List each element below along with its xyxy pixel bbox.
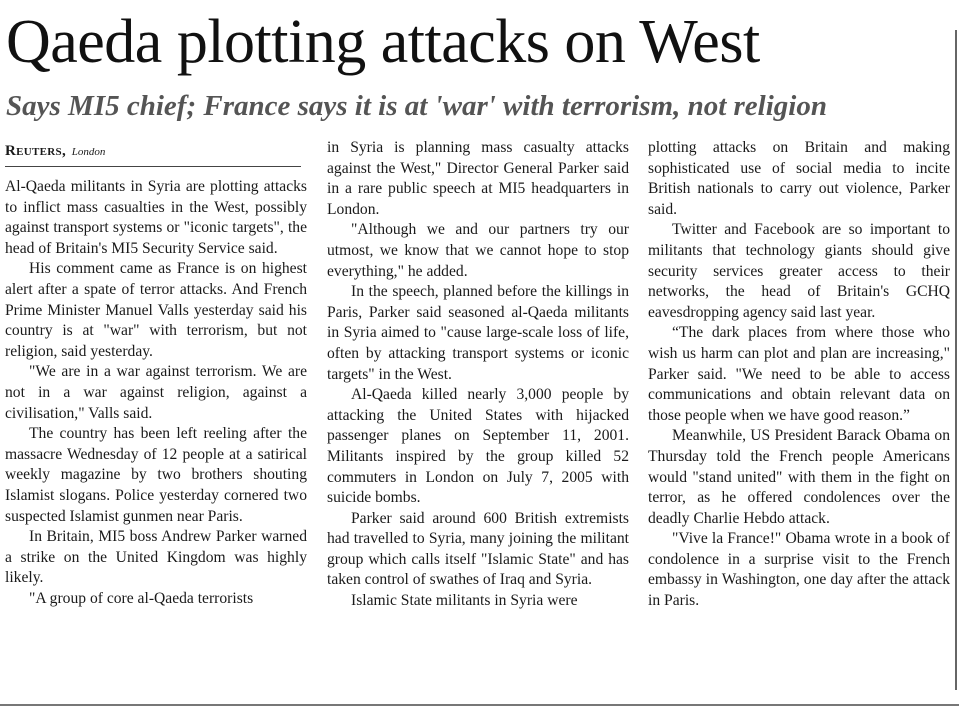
paragraph: Parker said around 600 British extremists had travelled to Syria, many joining the militant group which calls itself "Islamic State" and has taken control of swathes of Iraq and Syria. [327, 509, 629, 589]
paragraph: in Syria is planning mass casualty attacks against the West," Director General Parker said in a rare public speech at MI5 headquarters in London. [327, 139, 629, 218]
right-border-rule [955, 30, 957, 690]
paragraph: His comment came as France is on highest alert after a spate of terror attacks. And French Prime Minister Manuel Valls yesterday said his country is at "war" with terrorism, but not religion, said yesterday. [5, 260, 307, 360]
paragraph: In the speech, planned before the killings in Paris, Parker said seasoned al-Qaeda militants in Syria aimed to "cause large-scale loss of life, often by attacking transport systems or iconic targets" in the West. [327, 283, 629, 383]
paragraph: "A group of core al-Qaeda terrorists [29, 589, 254, 607]
paragraph: The country has been left reeling after the massacre Wednesday of 12 people at a satirical weekly magazine by two brothers shouting Islamist slogans. Police yesterday cornered two suspected Islamist gunmen near Paris. [5, 425, 307, 525]
byline-city: London [71, 146, 106, 158]
headline: Qaeda plotting attacks on West [6, 8, 760, 76]
paragraph: Islamic State militants in Syria were [351, 592, 578, 610]
paragraph: plotting attacks on Britain and making sophisticated use of social media to incite British nationals to carry out violence, Parker said. [648, 139, 950, 218]
paragraph: “The dark places from where those who wish us harm can plot and plan are increasing," Parker said. "We need to be able to access communications and obtain relevant data on those people when we have good reason.” [648, 324, 950, 424]
byline [5, 141, 301, 167]
article-column-2 [327, 138, 629, 612]
paragraph: "Vive la France!" Obama wrote in a book of condolence in a surprise visit to the French embassy in Washington, one day after the attack in Paris. [648, 530, 950, 610]
paragraph: In Britain, MI5 boss Andrew Parker warned a strike on the United Kingdom was highly likely. [5, 528, 307, 587]
bottom-border-rule [0, 704, 959, 706]
paragraph: Meanwhile, US President Barack Obama on Thursday told the French people Americans would "stand united" with them in the fight on terror, as he offered condolences over the deadly Charlie Hebdo attack. [648, 427, 950, 527]
paragraph: Al-Qaeda killed nearly 3,000 people by attacking the United States with hijacked passenger planes on September 11, 2001. Militants inspired by the group killed 52 commuters in London on July 7, 2005 with suicide bombs. [327, 386, 629, 507]
paragraph: "Although we and our partners try our utmost, we know that we cannot hope to stop everything," he added. [327, 221, 629, 280]
paragraph: "We are in a war against terrorism. We are not in a war against religion, against a civilisation," Valls said. [5, 363, 307, 422]
article-column-3 [648, 138, 950, 612]
subheadline: Says MI5 chief; France says it is at 'war' with terrorism, not religion [6, 90, 827, 122]
paragraph: Al-Qaeda militants in Syria are plotting attacks to inflict mass casualties in the West, possibly against transport systems or "iconic targets", the head of Britain's MI5 Security Service said. [5, 178, 307, 257]
article-column-1 [5, 141, 307, 609]
byline-agency: Reuters, [5, 143, 66, 159]
paragraph: Twitter and Facebook are so important to militants that technology giants should give security services greater access to their networks, the head of Britain's GCHQ eavesdropping agency said last year. [648, 221, 950, 321]
